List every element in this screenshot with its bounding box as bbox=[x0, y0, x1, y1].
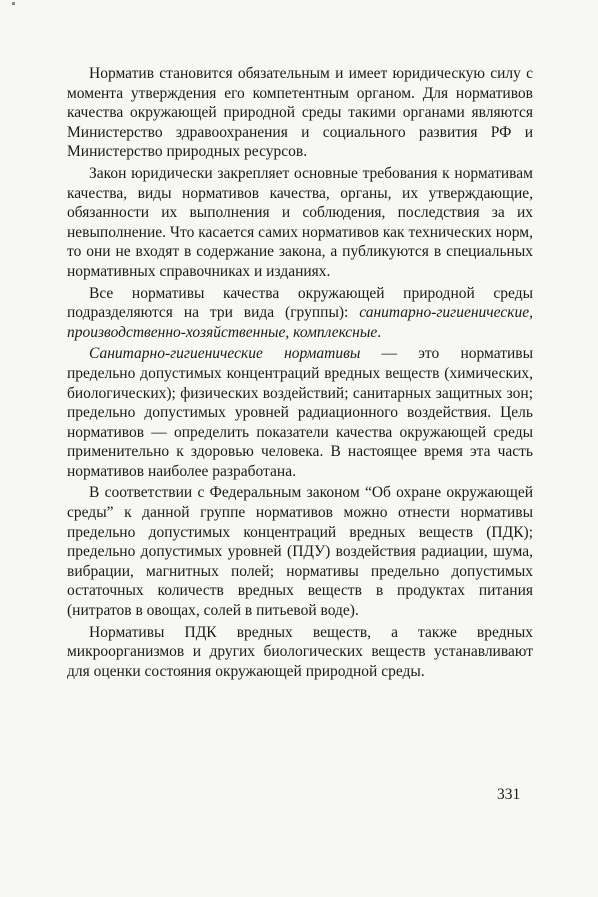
paragraph-4-tail: — это нормативы предельно допустимых концентраций вредных веществ (химических, биологических); физических воздействий; санитарных защитных зон; предельно допустимых уровней радиационного воздействия. Цель нормативов — определить показатели качества окружающей среды применительно к здоровью человека. В настоящее время эта часть нормативов наиболее разработана. bbox=[67, 345, 533, 480]
paragraph-3-tail: . bbox=[377, 323, 382, 341]
paragraph-3-lead: Все нормативы качества окружающей природной среды подразделяются на три вида (группы): bbox=[67, 284, 533, 322]
paragraph-4 bbox=[67, 344, 533, 481]
paragraph-3 bbox=[67, 284, 533, 343]
paragraph-1: Норматив становится обязательным и имеет юридическую силу с момента утверждения его компетентным органом. Для нормативов качества окружающей природной среды такими органами являются Министерство здравоохранения и социального развития РФ и Министерство природных ресурсов. bbox=[67, 65, 533, 161]
scan-mark bbox=[12, 2, 15, 5]
paragraph-5: В соответствии с Федеральным законом “Об охране окружающей среды” к данной группе нормативов можно отнести нормативы предельно допустимых концентраций вредных веществ (ПДК); предельно допустимых уровней (ПДУ) воздействия радиации, шума, вибрации, магнитных полей; нормативы предельно допустимых остаточных количеств вредных веществ в продуктах питания (нитратов в овощах, солей в питьевой воде). bbox=[67, 484, 533, 620]
paragraph-6: Нормативы ПДК вредных веществ, а также вредных микроорганизмов и других биологических веществ устанавливают для оценки состояния окружающей природной среды. bbox=[67, 623, 533, 680]
paragraph-2: Закон юридически закрепляет основные требования к нормативам качества, виды нормативов качества, органы, их утверждающие, обязанности их выполнения и соблюдения, последствия за их невыполнение. Что касается самих нормативов как технических норм, то они не входят в содержание закона, а публикуются в специальных нормативных справочниках и изданиях. bbox=[67, 164, 533, 280]
paragraph-3-italic: санитарно-гигиенические, производственно-хозяйственные, комплексные bbox=[67, 304, 533, 341]
body-text bbox=[67, 64, 533, 681]
page-number: 331 bbox=[497, 786, 521, 803]
paragraph-4-term: Санитарно-гигиенические нормативы bbox=[89, 345, 361, 363]
